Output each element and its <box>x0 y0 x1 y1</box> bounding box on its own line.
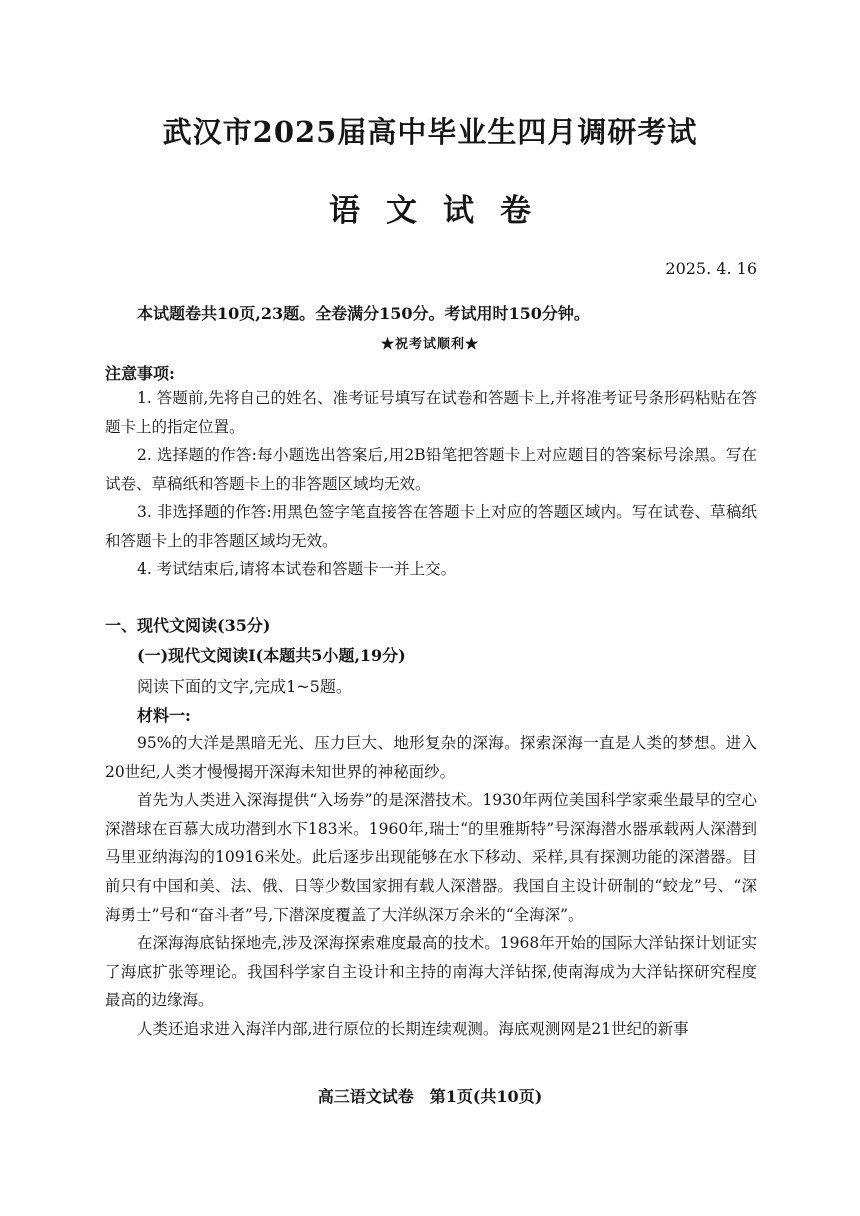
exam-summary: 本试题卷共10页,23题。全卷满分150分。考试用时150分钟。 <box>137 304 590 323</box>
notice-item: 3. 非选择题的作答:用黑色签字笔直接答在答题卡上对应的答题区域内。写在试卷、草稿纸和答题卡上的非答题区域均无效。 <box>105 503 757 550</box>
material-paragraph: 95%的大洋是黑暗无光、压力巨大、地形复杂的深海。探索深海一直是人类的梦想。进入20世纪,人类才慢慢揭开深海未知世界的神秘面纱。 <box>105 734 757 781</box>
subsection-heading: (一)现代文阅读Ⅰ(本题共5小题,19分) <box>137 646 406 665</box>
exam-subject-title: 语文试卷 <box>329 193 557 229</box>
notice-item: 1. 答题前,先将自己的姓名、准考证号填写在试卷和答题卡上,并将准考证号条形码粘贴在答题卡上的指定位置。 <box>105 389 757 436</box>
material-paragraph: 人类还追求进入海洋内部,进行原位的长期连续观测。海底观测网是21世纪的新事 <box>137 1019 689 1038</box>
material-paragraph: 在深海海底钻探地壳,涉及深海探索难度最高的技术。1968年开始的国际大洋钻探计划证实了海底扩张等理论。我国科学家自主设计和主持的南海大洋钻探,使南海成为大洋钻探研究程度最高的边缘海。 <box>105 934 757 1010</box>
section-heading: 一、现代文阅读(35分) <box>105 616 271 635</box>
notice-item: 4. 考试结束后,请将本试卷和答题卡一并上交。 <box>137 560 457 578</box>
good-luck-line: ★祝考试顺利★ <box>380 337 479 352</box>
material-label: 材料一: <box>137 706 191 725</box>
page-footer: 高三语文试卷 第1页(共10页) <box>317 1087 543 1106</box>
exam-date: 2025. 4. 16 <box>665 259 757 278</box>
reading-instruction: 阅读下面的文字,完成1~5题。 <box>137 677 352 696</box>
notice-heading: 注意事项: <box>105 364 175 383</box>
notice-list <box>105 384 757 584</box>
page-title: 武汉市2025届高中毕业生四月调研考试 <box>162 115 698 149</box>
notice-item: 2. 选择题的作答:每小题选出答案后,用2B铅笔把答题卡上对应题目的答案标号涂黑。写在试卷、草稿纸和答题卡上的非答题区域均无效。 <box>105 446 757 493</box>
material-body <box>105 729 757 1044</box>
material-paragraph: 首先为人类进入深海提供“入场券”的是深潜技术。1930年两位美国科学家乘坐最早的空心深潜球在百慕大成功潜到水下183米。1960年,瑞士“的里雅斯特”号深海潜水器承载两人深潜到马里亚纳海沟的10916米处。此后逐步出现能够在水下移动、采样,具有探测功能的深潜器。目前只有中国和美、法、俄、日等少数国家拥有载人深潜器。我国自主设计研制的“蛟龙”号、“深海勇士”号和“奋斗者”号,下潜深度覆盖了大洋纵深万余米的“全海深”。 <box>105 791 757 924</box>
